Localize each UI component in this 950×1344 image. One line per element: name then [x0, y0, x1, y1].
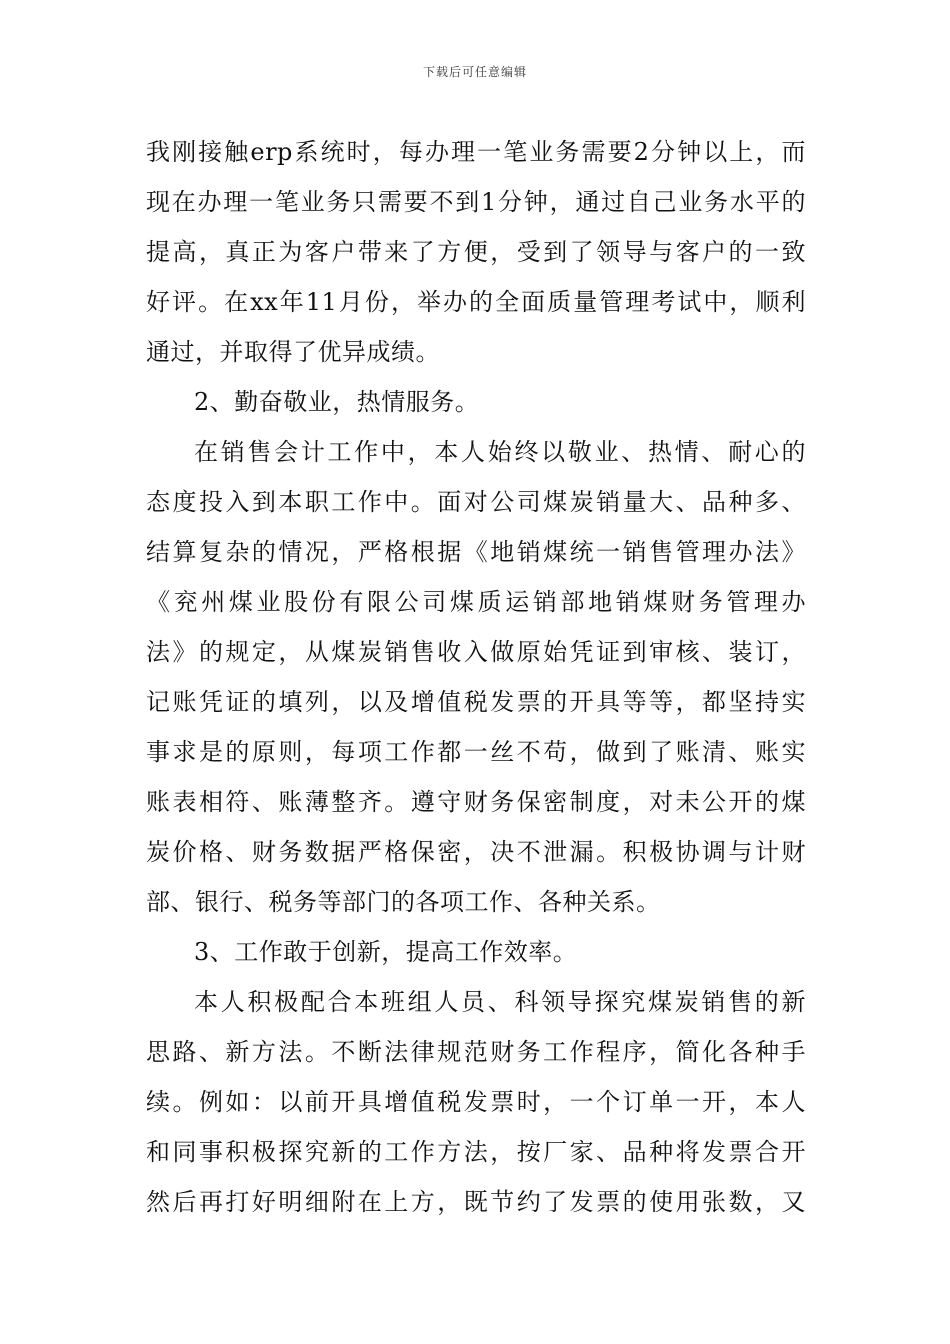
text-line: 然后再打好明细附在上方，既节约了发票的使用张数，又 [146, 1188, 806, 1216]
text-line: 续。例如：以前开具增值税发票时，一个订单一开，本人 [146, 1088, 806, 1116]
text-line: 本人积极配合本班组人员、科领导探究煤炭销售的新 [194, 988, 806, 1016]
text-line: 记账凭证的填列，以及增值税发票的开具等等，都坚持实 [146, 688, 806, 716]
text-line: 法》的规定，从煤炭销售收入做原始凭证到审核、装订， [146, 638, 806, 666]
text-line: 事求是的原则，每项工作都一丝不苟，做到了账清、账实 [146, 738, 806, 766]
text-line: 炭价格、财务数据严格保密，决不泄漏。积极协调与计财 [146, 838, 806, 866]
text-line: 和同事积极探究新的工作方法，按厂家、品种将发票合开 [146, 1138, 806, 1166]
text-line: 好评。在xx年11月份，举办的全面质量管理考试中，顺利 [146, 288, 806, 316]
text-line: 提高，真正为客户带来了方便，受到了领导与客户的一致 [146, 238, 806, 266]
text-line: 思路、新方法。不断法律规范财务工作程序，简化各种手 [146, 1038, 806, 1066]
section-heading: 3、工作敢于创新，提高工作效率。 [194, 938, 578, 966]
text-line: 部、银行、税务等部门的各项工作、各种关系。 [146, 888, 661, 916]
body-text [146, 127, 806, 1227]
text-line: 态度投入到本职工作中。面对公司煤炭销量大、品种多、 [146, 488, 806, 516]
text-line: 账表相符、账薄整齐。遵守财务保密制度，对未公开的煤 [146, 788, 806, 816]
section-heading: 2、勤奋敬业，热情服务。 [194, 388, 480, 416]
text-line: 现在办理一笔业务只需要不到1分钟，通过自己业务水平的 [146, 188, 806, 216]
text-line: 结算复杂的情况，严格根据《地销煤统一销售管理办法》 [146, 538, 806, 566]
text-line: 我刚接触erp系统时，每办理一笔业务需要2分钟以上，而 [146, 138, 806, 166]
text-line: 通过，并取得了优异成绩。 [146, 338, 440, 366]
header-note: 下载后可任意编辑 [422, 65, 527, 79]
text-line: 在销售会计工作中，本人始终以敬业、热情、耐心的 [194, 438, 806, 466]
text-line: 《兖州煤业股份有限公司煤质运销部地销煤财务管理办 [146, 588, 806, 616]
